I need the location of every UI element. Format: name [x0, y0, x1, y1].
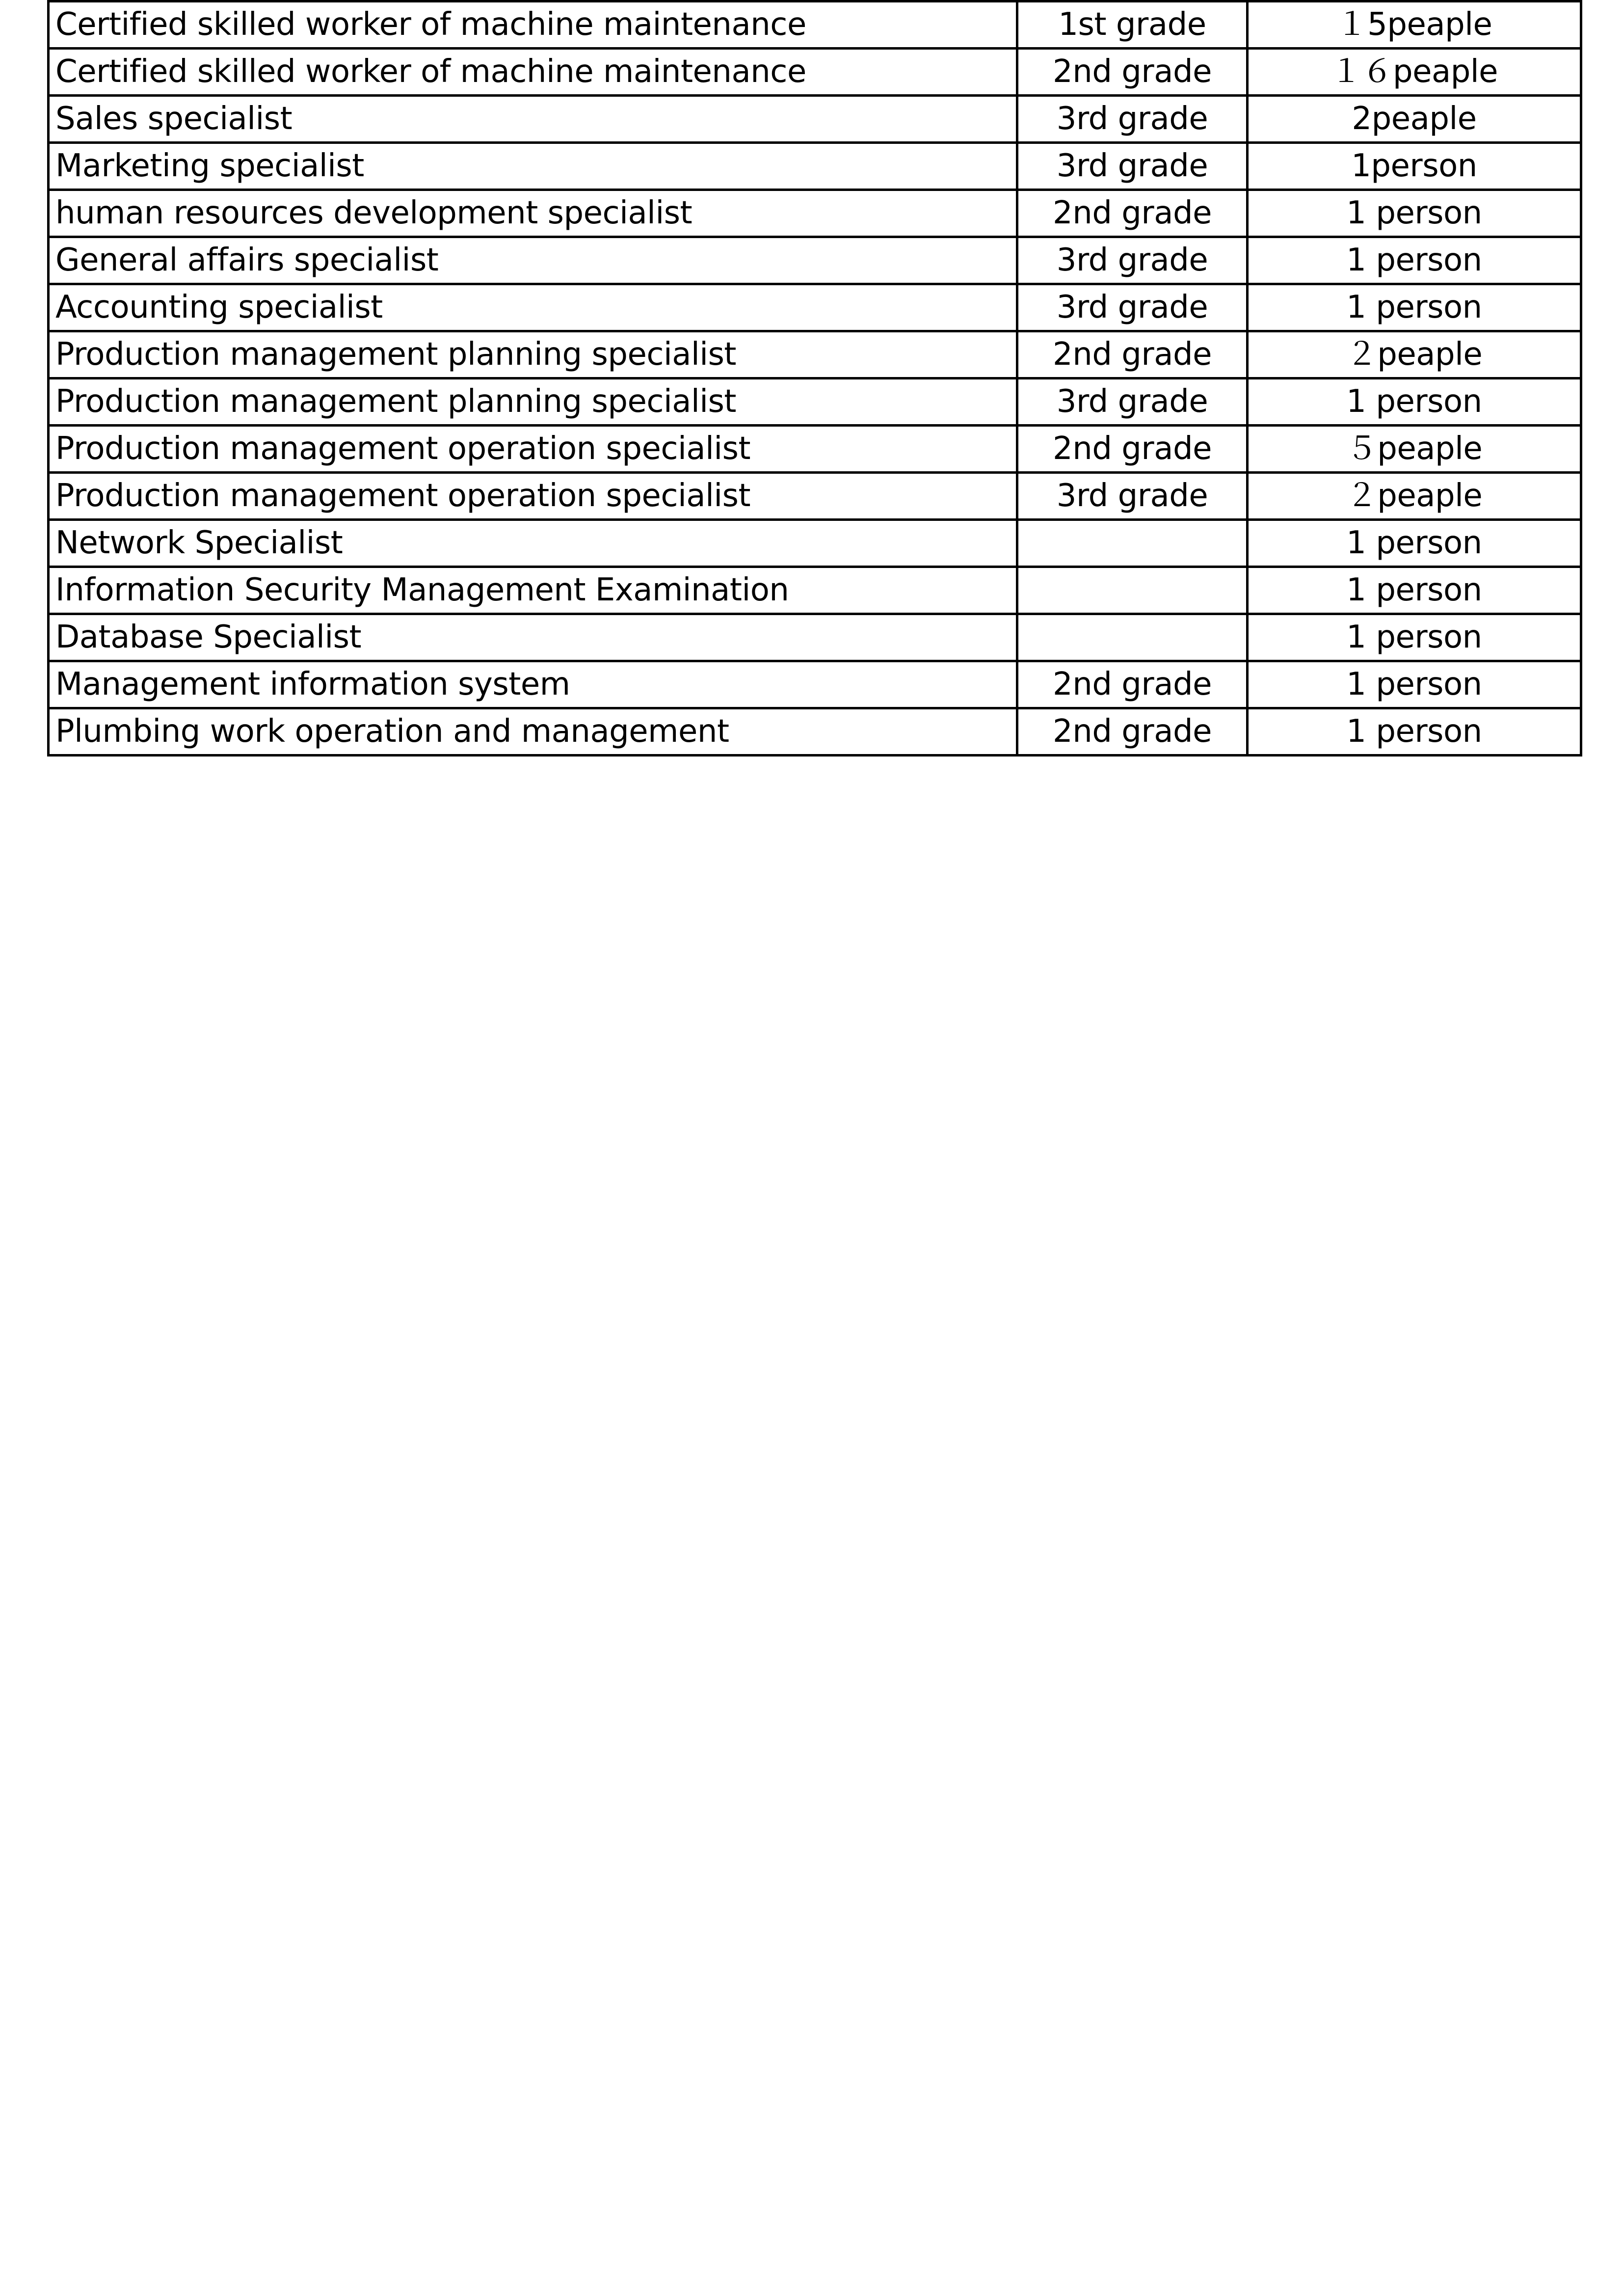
table-row: [49, 378, 1581, 426]
count-cell: 1person: [1248, 143, 1581, 190]
count-cell: 1 person: [1248, 708, 1581, 756]
grade-cell: 2nd grade: [1017, 661, 1248, 708]
count-cell: 2peaple: [1248, 96, 1581, 143]
count-cell: １5peaple: [1248, 1, 1581, 49]
grade-cell: 2nd grade: [1017, 708, 1248, 756]
count-cell: １６peaple: [1248, 49, 1581, 96]
table-body: [49, 1, 1581, 756]
qualification-cell: Network Specialist: [49, 520, 1017, 567]
count-cell: 1 person: [1248, 284, 1581, 331]
count-cell: 1 person: [1248, 190, 1581, 237]
qualification-cell: Production management planning specialist: [49, 378, 1017, 426]
grade-cell: [1017, 614, 1248, 661]
table-row: [49, 708, 1581, 756]
grade-cell: 2nd grade: [1017, 331, 1248, 378]
count-cell: 1 person: [1248, 614, 1581, 661]
qualification-cell: Database Specialist: [49, 614, 1017, 661]
qualification-cell: Plumbing work operation and management: [49, 708, 1017, 756]
table-row: [49, 190, 1581, 237]
grade-cell: [1017, 520, 1248, 567]
table-row: [49, 96, 1581, 143]
qualification-cell: Accounting specialist: [49, 284, 1017, 331]
count-cell: 1 person: [1248, 520, 1581, 567]
table-row: [49, 426, 1581, 473]
table-row: [49, 284, 1581, 331]
table-row: [49, 1, 1581, 49]
qualification-cell: Sales specialist: [49, 96, 1017, 143]
table-row: [49, 661, 1581, 708]
grade-cell: 2nd grade: [1017, 49, 1248, 96]
qualification-cell: Certified skilled worker of machine maintenance: [49, 1, 1017, 49]
count-cell: ２peaple: [1248, 473, 1581, 520]
count-cell: ５peaple: [1248, 426, 1581, 473]
table-row: [49, 237, 1581, 284]
count-cell: ２peaple: [1248, 331, 1581, 378]
grade-cell: 2nd grade: [1017, 426, 1248, 473]
table-row: [49, 473, 1581, 520]
count-cell: 1 person: [1248, 378, 1581, 426]
grade-cell: 3rd grade: [1017, 96, 1248, 143]
qualification-cell: Production management operation specialist: [49, 426, 1017, 473]
grade-cell: 3rd grade: [1017, 473, 1248, 520]
qualification-cell: Production management planning specialist: [49, 331, 1017, 378]
qualification-cell: Certified skilled worker of machine maintenance: [49, 49, 1017, 96]
qualifications-table: [47, 0, 1582, 756]
table-row: [49, 49, 1581, 96]
table-row: [49, 331, 1581, 378]
count-cell: 1 person: [1248, 661, 1581, 708]
grade-cell: 2nd grade: [1017, 190, 1248, 237]
count-cell: 1 person: [1248, 567, 1581, 614]
count-cell: 1 person: [1248, 237, 1581, 284]
grade-cell: 3rd grade: [1017, 237, 1248, 284]
table-row: [49, 614, 1581, 661]
grade-cell: 1st grade: [1017, 1, 1248, 49]
grade-cell: [1017, 567, 1248, 614]
qualification-cell: Information Security Management Examination: [49, 567, 1017, 614]
grade-cell: 3rd grade: [1017, 143, 1248, 190]
qualification-cell: human resources development specialist: [49, 190, 1017, 237]
qualification-cell: Production management operation specialist: [49, 473, 1017, 520]
grade-cell: 3rd grade: [1017, 378, 1248, 426]
qualification-cell: Management information system: [49, 661, 1017, 708]
table-row: [49, 143, 1581, 190]
table-row: [49, 520, 1581, 567]
qualification-cell: General affairs specialist: [49, 237, 1017, 284]
table-row: [49, 567, 1581, 614]
qualification-cell: Marketing specialist: [49, 143, 1017, 190]
grade-cell: 3rd grade: [1017, 284, 1248, 331]
